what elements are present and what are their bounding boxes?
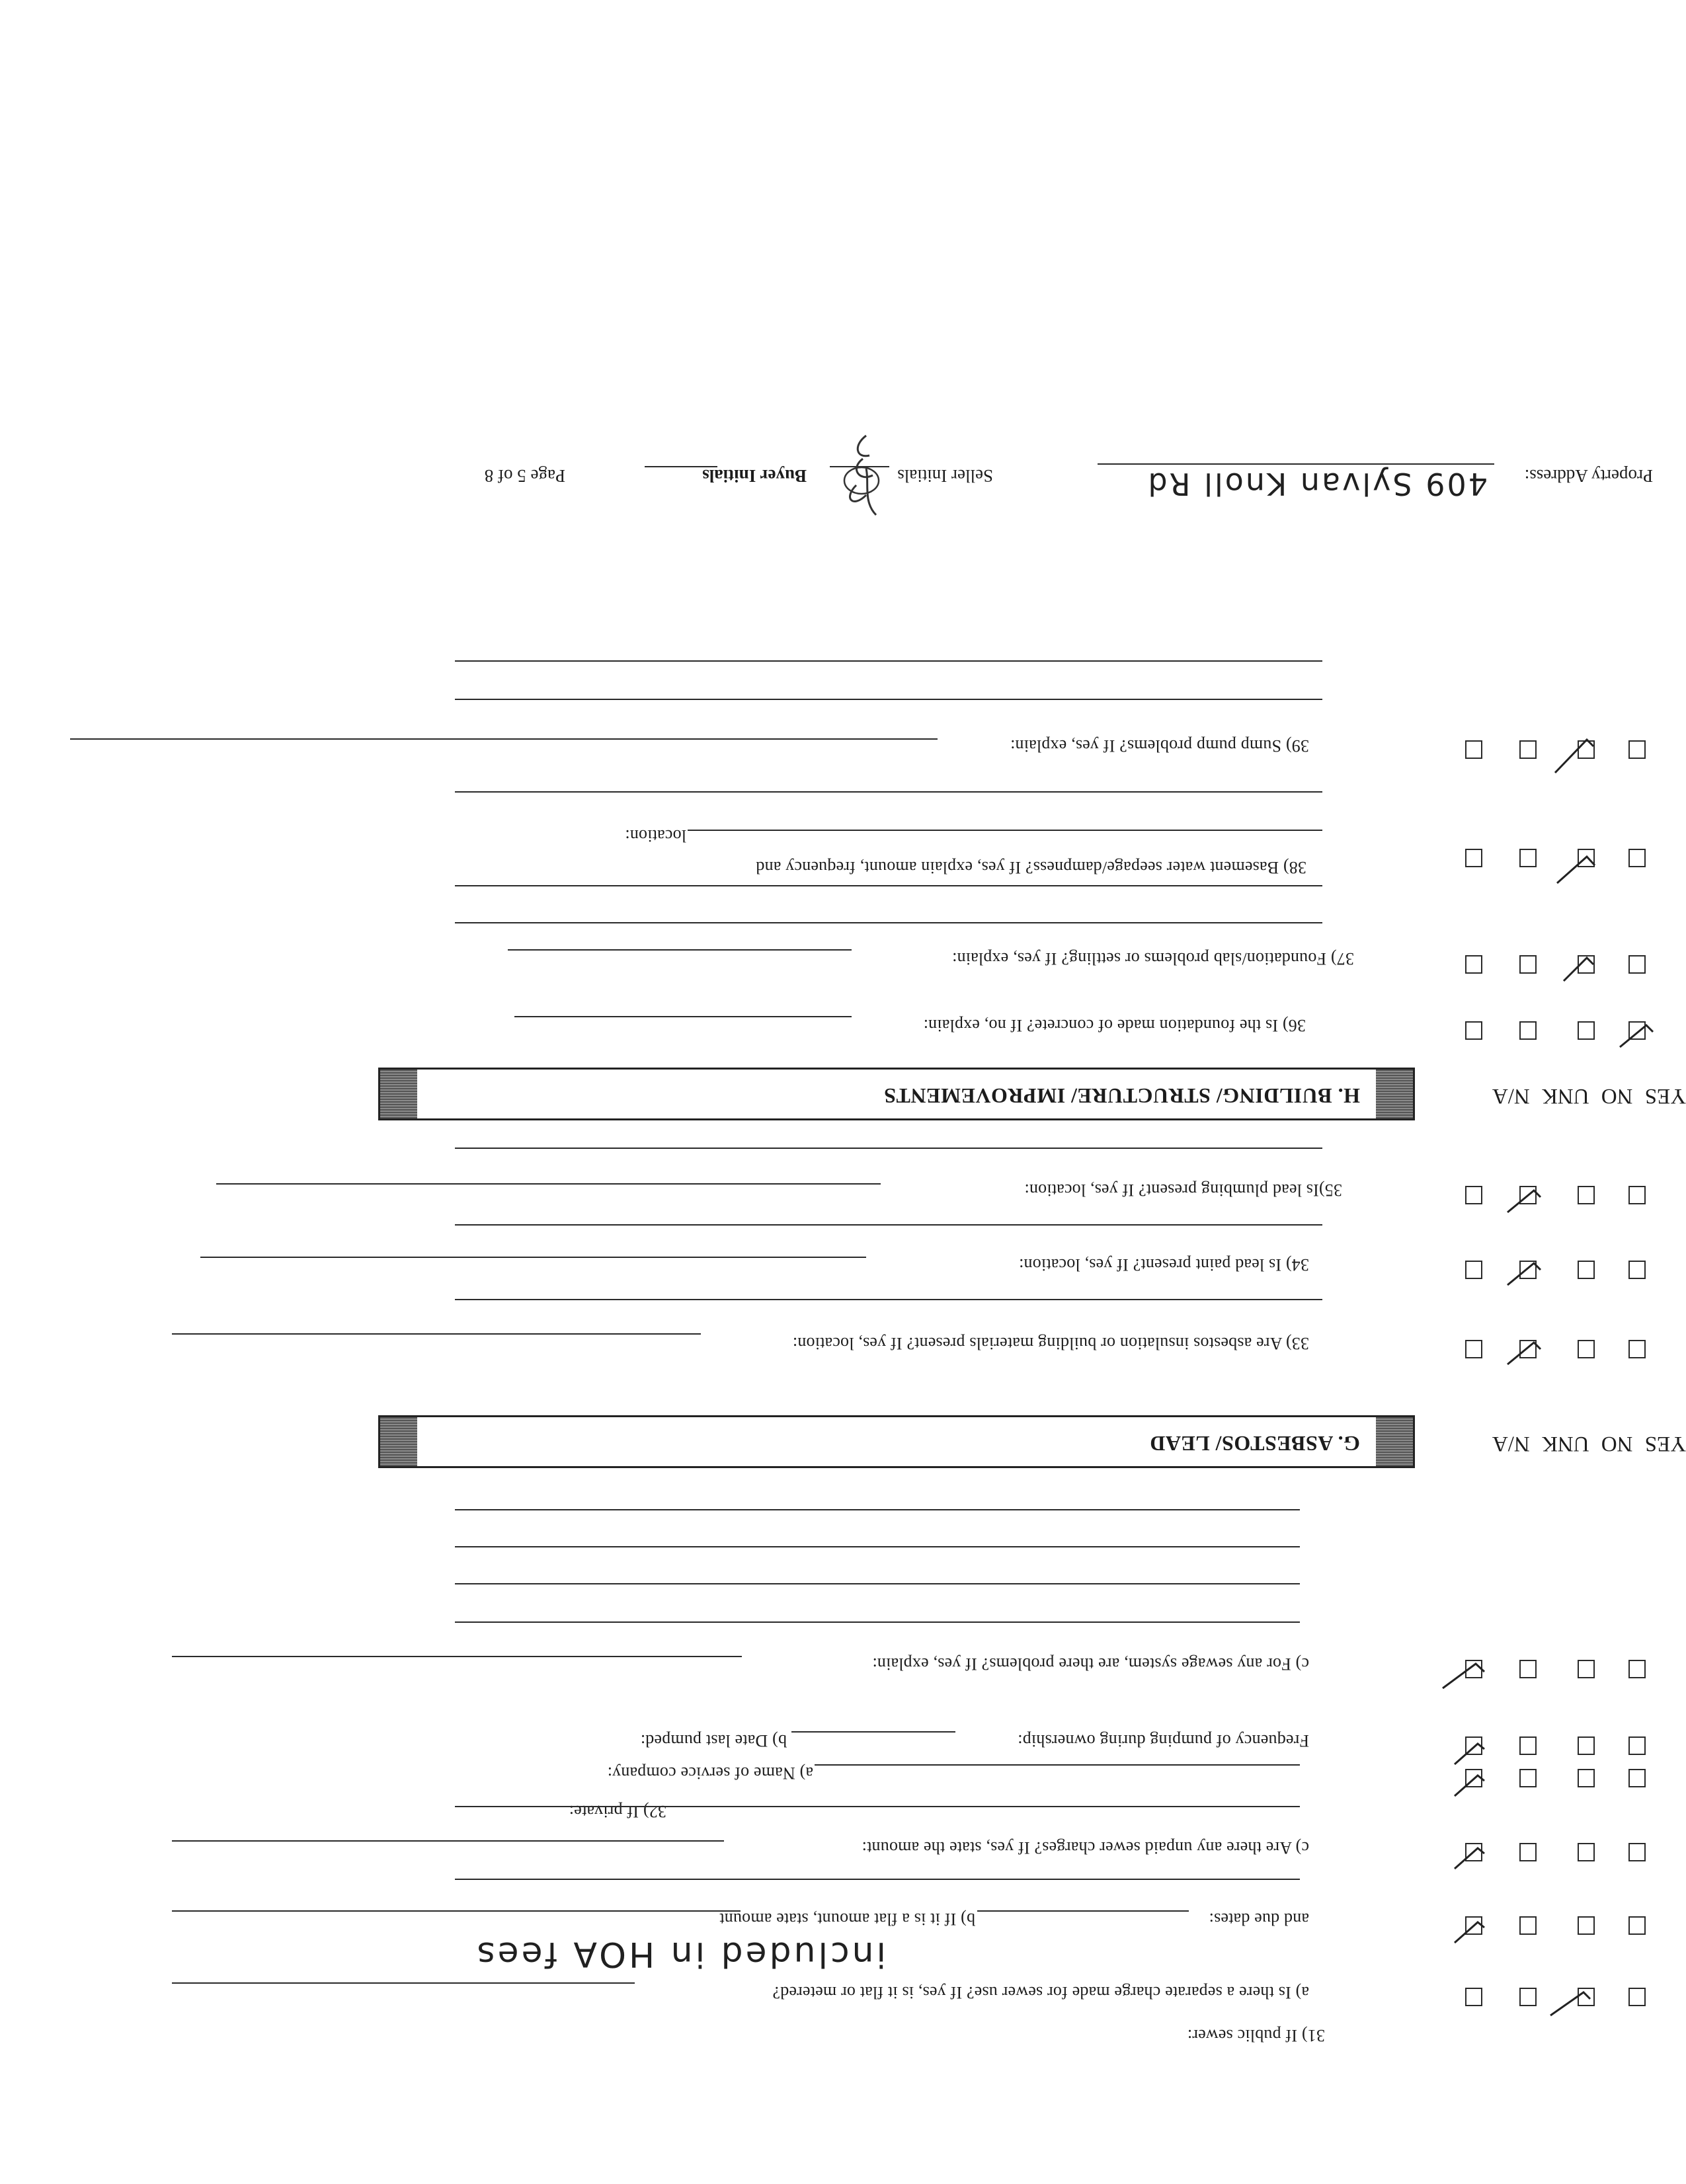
q31c-check-mark: [1441, 1832, 1494, 1872]
q36-unk-checkbox[interactable]: [1519, 1021, 1537, 1040]
question-35: 35)Is lead plumbing present? If yes, location:: [1024, 1181, 1342, 1200]
col-unk: UNK: [1541, 1432, 1589, 1456]
property-address-value: 409 Sylvan Knoll Rd: [1146, 466, 1488, 502]
q31a-yes-checkbox[interactable]: [1628, 1988, 1646, 2006]
answer-line: [70, 738, 938, 740]
q31c-yes-checkbox[interactable]: [1628, 1843, 1646, 1861]
property-address-line: [1098, 463, 1494, 465]
answer-line: [172, 1656, 742, 1657]
header-shade-right: [380, 1417, 417, 1466]
q33-na-checkbox[interactable]: [1465, 1340, 1482, 1358]
page-number: Page 5 of 8: [484, 466, 565, 486]
header-shade-left: [1376, 1070, 1413, 1118]
question-32a: a) Name of service company:: [607, 1764, 813, 1783]
q37-check-mark: [1550, 938, 1603, 984]
q32c-yes-checkbox[interactable]: [1628, 1660, 1646, 1678]
q39-unk-checkbox[interactable]: [1519, 740, 1537, 759]
q35-na-checkbox[interactable]: [1465, 1186, 1482, 1204]
answer-line: [172, 1910, 741, 1912]
question-32b: Frequency of pumping during ownership:: [1018, 1731, 1309, 1750]
answer-line: [455, 791, 1322, 793]
column-headers-g: [1492, 1431, 1686, 1456]
q34-no-checkbox[interactable]: [1578, 1261, 1595, 1279]
col-no: NO: [1601, 1432, 1633, 1456]
question-39: 39) Sump pump problems? If yes, explain:: [1010, 736, 1309, 756]
q37-yes-checkbox[interactable]: [1628, 955, 1646, 974]
section-h-header: [378, 1068, 1415, 1120]
q39-na-checkbox[interactable]: [1465, 740, 1482, 759]
q37-na-checkbox[interactable]: [1465, 955, 1482, 974]
answer-line: [172, 1840, 724, 1842]
col-na: N/A: [1492, 1432, 1530, 1456]
answer-line: [455, 660, 1322, 662]
q35-yes-checkbox[interactable]: [1628, 1186, 1646, 1204]
answer-line: [455, 1583, 1300, 1584]
col-unk: UNK: [1541, 1084, 1589, 1108]
question-37: 37) Foundation/slab problems or settling? If yes, explain:: [951, 949, 1354, 968]
col-no: NO: [1601, 1084, 1633, 1108]
answer-line: [172, 1982, 635, 1984]
answer-line: [455, 1621, 1300, 1623]
section-g-header: [378, 1415, 1415, 1468]
question-32b-label: b) Date last pumped:: [640, 1731, 787, 1750]
question-31c: c) Are there any unpaid sewer charges? If yes, state the amount:: [862, 1838, 1309, 1857]
q32b-yes-checkbox[interactable]: [1628, 1736, 1646, 1755]
col-na: N/A: [1492, 1084, 1530, 1108]
col-yes: YES: [1644, 1084, 1686, 1108]
q31b-check-mark: [1441, 1906, 1494, 1946]
answer-line: [200, 1257, 866, 1258]
q32c-no-checkbox[interactable]: [1578, 1660, 1595, 1678]
q32a-check-mark: [1441, 1760, 1494, 1799]
q32b-no-checkbox[interactable]: [1578, 1736, 1595, 1755]
q31b-unk-checkbox[interactable]: [1519, 1916, 1537, 1935]
q32c-unk-checkbox[interactable]: [1519, 1660, 1537, 1678]
q35-check-mark: [1498, 1169, 1550, 1216]
answer-line: [455, 1224, 1322, 1226]
q33-no-checkbox[interactable]: [1578, 1340, 1595, 1358]
answer-line: [455, 699, 1322, 700]
question-31b: b) If it is a flat amount, state amount: [719, 1910, 975, 1929]
section-g-title: G. ASBESTOS/ LEAD: [1149, 1432, 1360, 1456]
header-shade-right: [380, 1070, 417, 1118]
answer-line: [455, 1546, 1300, 1547]
q31c-unk-checkbox[interactable]: [1519, 1843, 1537, 1861]
q39-yes-checkbox[interactable]: [1628, 740, 1646, 759]
question-33: 33) Are asbestos insulation or building materials present? If yes, location:: [792, 1334, 1309, 1353]
question-31b-tail: and due dates:: [1209, 1910, 1309, 1929]
answer-line: [815, 1764, 1300, 1766]
question-32: 32) If private:: [569, 1802, 666, 1821]
q31b-yes-checkbox[interactable]: [1628, 1916, 1646, 1935]
q34-yes-checkbox[interactable]: [1628, 1261, 1646, 1279]
q34-check-mark: [1498, 1249, 1550, 1288]
q32a-no-checkbox[interactable]: [1578, 1769, 1595, 1787]
answer-line: [172, 1333, 701, 1335]
seller-initials-label: Seller Initials: [897, 466, 993, 486]
q36-check-mark: [1610, 1011, 1663, 1050]
question-31: 31) If public sewer:: [1187, 2026, 1325, 2045]
question-32c: c) For any sewage system, are there problems? If yes, explain:: [872, 1655, 1309, 1674]
q38-yes-checkbox[interactable]: [1628, 849, 1646, 867]
buyer-initials-label: Buyer Initials: [702, 466, 807, 486]
question-34: 34) Is lead paint present? If yes, location:: [1018, 1255, 1309, 1274]
answer-line: [216, 1183, 881, 1185]
answer-line: [455, 1879, 1300, 1880]
question-31a-handwritten-answer: included in HOA fees: [474, 1934, 886, 1974]
q32a-yes-checkbox[interactable]: [1628, 1769, 1646, 1787]
q32b-unk-checkbox[interactable]: [1519, 1736, 1537, 1755]
answer-line: [455, 885, 1322, 886]
page-footer: [298, 449, 1660, 502]
answer-line: [688, 830, 1322, 831]
answer-line: [455, 922, 1322, 923]
answer-line: [455, 1806, 1300, 1807]
q38-check-mark: [1547, 836, 1607, 888]
col-yes: YES: [1644, 1432, 1686, 1456]
section-h-title: H. BUILDING/ STRUCTURE/ IMPROVEMENTS: [883, 1084, 1360, 1108]
question-36: 36) Is the foundation made of concrete? If no, explain:: [923, 1016, 1306, 1035]
q31a-unk-checkbox[interactable]: [1519, 1988, 1537, 2006]
q36-na-checkbox[interactable]: [1465, 1021, 1482, 1040]
q32a-unk-checkbox[interactable]: [1519, 1769, 1537, 1787]
answer-line: [455, 1299, 1322, 1300]
answer-line: [455, 1509, 1300, 1510]
seller-initials-signature: [836, 429, 889, 522]
column-headers-h: [1492, 1083, 1686, 1108]
buyer-initials-line: [645, 466, 717, 467]
property-address-label: Property Address:: [1524, 466, 1653, 486]
q31c-no-checkbox[interactable]: [1578, 1843, 1595, 1861]
q37-unk-checkbox[interactable]: [1519, 955, 1537, 974]
answer-line: [455, 1148, 1322, 1149]
q38-na-checkbox[interactable]: [1465, 849, 1482, 867]
question-38: 38) Basement water seepage/dampness? If yes, explain amount, frequency and: [756, 858, 1306, 877]
q33-check-mark: [1498, 1328, 1550, 1368]
question-31a: a) Is there a separate charge made for sewer use? If yes, is it flat or metered?: [772, 1983, 1309, 2002]
q34-na-checkbox[interactable]: [1465, 1261, 1482, 1279]
q35-no-checkbox[interactable]: [1578, 1186, 1595, 1204]
q38-unk-checkbox[interactable]: [1519, 849, 1537, 867]
q31a-na-checkbox[interactable]: [1465, 1988, 1482, 2006]
q33-yes-checkbox[interactable]: [1628, 1340, 1646, 1358]
q31a-check-mark: [1541, 1966, 1600, 2019]
answer-line: [508, 949, 852, 951]
q31b-no-checkbox[interactable]: [1578, 1916, 1595, 1935]
question-38-continued: location:: [625, 826, 686, 845]
q36-no-checkbox[interactable]: [1578, 1021, 1595, 1040]
header-shade-left: [1376, 1417, 1413, 1466]
answer-line: [514, 1016, 852, 1017]
answer-line: [791, 1731, 955, 1733]
answer-line: [977, 1910, 1189, 1912]
q39-check-mark: [1547, 717, 1607, 776]
q32c-check-mark: [1435, 1639, 1494, 1692]
